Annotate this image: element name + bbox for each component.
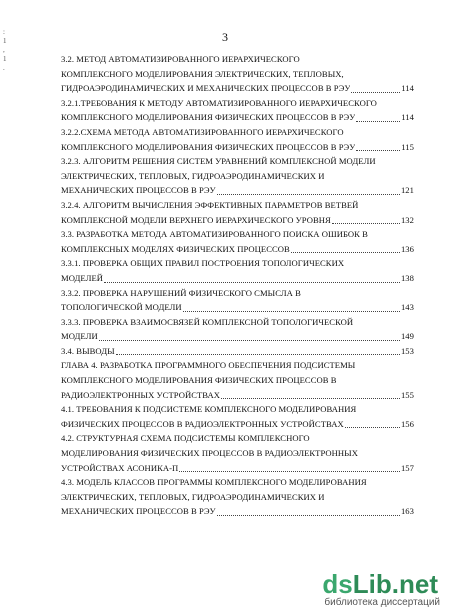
toc-line [61, 388, 414, 403]
toc-line [61, 358, 414, 373]
toc-leader-dots [356, 150, 400, 151]
toc-line-text: МОДЕЛИРОВАНИЯ ФИЗИЧЕСКИХ ПРОЦЕССОВ В РАДИОЭЛЕКТРОННЫХ [61, 448, 358, 459]
toc-line [61, 271, 414, 286]
toc-line [61, 125, 414, 140]
toc-entry [61, 358, 414, 402]
toc-leader-dots [356, 121, 400, 122]
toc-line-text: КОМПЛЕКСНОГО МОДЕЛИРОВАНИЯ ФИЗИЧЕСКИХ ПРОЦЕССОВ В [61, 375, 337, 386]
toc-line-text: ТОПОЛОГИЧЕСКОЙ МОДЕЛИ [61, 302, 182, 313]
toc-line [61, 110, 414, 125]
toc-page-number: 115 [401, 141, 414, 152]
toc-leader-dots [179, 471, 400, 472]
toc-line [61, 52, 414, 67]
toc-line [61, 242, 414, 257]
toc-line-text: МЕХАНИЧЕСКИХ ПРОЦЕССОВ В РЭУ [61, 506, 216, 517]
toc-page-number: 132 [400, 214, 414, 225]
toc-line [61, 227, 414, 242]
toc-page-number: 149 [400, 331, 414, 342]
toc-line [61, 300, 414, 315]
toc-line [61, 256, 414, 271]
toc-line [61, 154, 414, 169]
toc-entry [61, 125, 414, 154]
toc-entry [61, 431, 414, 475]
toc-line-text: УСТРОЙСТВАХ АСОНИКА-П [61, 462, 179, 473]
toc-leader-dots [291, 252, 400, 253]
toc-line [61, 183, 414, 198]
watermark-logo-ds: ds [322, 569, 353, 599]
watermark-logo-rest: Lib.net [352, 569, 438, 599]
margin-mark: 1 [3, 37, 7, 45]
toc-line-text: РАДИОЭЛЕКТРОННЫХ УСТРОЙСТВАХ [61, 389, 221, 400]
toc-entry [61, 198, 414, 227]
toc-line [61, 67, 414, 82]
toc-page-number: 136 [400, 243, 414, 254]
toc-line-text: МОДЕЛЕЙ [61, 272, 104, 283]
toc-page-number: 121 [400, 185, 414, 196]
toc-leader-dots [345, 427, 400, 428]
watermark-subtitle: библиотека диссертаций [324, 597, 440, 608]
toc-line-text: ГИДРОАЭРОДИНАМИЧЕСКИХ И МЕХАНИЧЕСКИХ ПРОЦЕССОВ В РЭУ [61, 83, 351, 94]
toc-line-text: 3.2.4. АЛГОРИТМ ВЫЧИСЛЕНИЯ ЭФФЕКТИВНЫХ ПАРАМЕТРОВ ВЕТВЕЙ [61, 199, 359, 210]
toc-line-text: КОМПЛЕКСНЫХ МОДЕЛЯХ ФИЗИЧЕСКИХ ПРОЦЕССОВ [61, 243, 290, 254]
toc-leader-dots [104, 282, 400, 283]
toc-page-number: 153 [400, 345, 414, 356]
toc-line-text: 3.3.1. ПРОВЕРКА ОБЩИХ ПРАВИЛ ПОСТРОЕНИЯ ТОПОЛОГИЧЕСКИХ [61, 258, 345, 269]
toc-page-number: 157 [400, 462, 414, 473]
toc-leader-dots [351, 92, 400, 93]
toc-line [61, 373, 414, 388]
watermark[interactable] [322, 571, 440, 608]
toc-line-text: КОМПЛЕКСНОГО МОДЕЛИРОВАНИЯ ЭЛЕКТРИЧЕСКИХ, ТЕПЛОВЫХ, [61, 68, 344, 79]
toc-page-number: 114 [401, 83, 414, 94]
toc-page-number: 138 [400, 272, 414, 283]
toc-line-text: МЕХАНИЧЕСКИХ ПРОЦЕССОВ В РЭУ [61, 185, 216, 196]
toc-line-text: 3.3. РАЗРАБОТКА МЕТОДА АВТОМАТИЗИРОВАННОГО ПОИСКА ОШИБОК В [61, 229, 368, 240]
toc-line-text: 3.3.2. ПРОВЕРКА НАРУШЕНИЙ ФИЗИЧЕСКОГО СМЫСЛА В [61, 287, 301, 298]
toc-line-text: 3.4. ВЫВОДЫ [61, 345, 115, 356]
toc-leader-dots [183, 311, 400, 312]
toc-line [61, 344, 414, 359]
toc-line [61, 504, 414, 519]
toc-line-text: МОДЕЛИ [61, 331, 98, 342]
toc-line [61, 461, 414, 476]
toc-line-text: ЭЛЕКТРИЧЕСКИХ, ТЕПЛОВЫХ, ГИДРОАЭРОДИНАМИЧЕСКИХ И [61, 170, 325, 181]
margin-mark: 1 [3, 55, 7, 63]
page-number: 3 [222, 30, 228, 44]
toc-line [61, 198, 414, 213]
watermark-logo[interactable] [322, 571, 440, 597]
toc-line [61, 81, 414, 96]
toc-line-text: КОМПЛЕКСНОГО МОДЕЛИРОВАНИЯ ФИЗИЧЕСКИХ ПРОЦЕССОВ В РЭУ [61, 112, 356, 123]
toc-line-text: 3.2.1.ТРЕБОВАНИЯ К МЕТОДУ АВТОМАТИЗИРОВАННОГО ИЕРАРХИЧЕСКОГО [61, 97, 377, 108]
toc-line [61, 169, 414, 184]
toc-entry [61, 227, 414, 256]
toc-line [61, 446, 414, 461]
toc-line [61, 329, 414, 344]
toc-entry [61, 52, 414, 96]
toc-entry [61, 402, 414, 431]
toc-line [61, 96, 414, 111]
toc-line [61, 490, 414, 505]
toc-line [61, 417, 414, 432]
margin-mark: : [3, 28, 5, 36]
toc-entry [61, 154, 414, 198]
toc-line-text: КОМПЛЕКСНОГО МОДЕЛИРОВАНИЯ ФИЗИЧЕСКИХ ПРОЦЕССОВ В РЭУ [61, 141, 356, 152]
toc-line [61, 213, 414, 228]
toc-line-text: 3.3.3. ПРОВЕРКА ВЗАИМОСВЯЗЕЙ КОМПЛЕКСНОЙ ТОПОЛОГИЧЕСКОЙ [61, 316, 354, 327]
toc-line-text: 3.2. МЕТОД АВТОМАТИЗИРОВАННОГО ИЕРАРХИЧЕСКОГО [61, 54, 300, 64]
toc-leader-dots [217, 194, 400, 195]
toc-page-number: 155 [400, 389, 414, 400]
toc-entry [61, 315, 414, 344]
margin-marks [3, 28, 11, 73]
margin-mark: , [3, 46, 5, 54]
toc-line-text: 4.3. МОДЕЛЬ КЛАССОВ ПРОГРАММЫ КОМПЛЕКСНОГО МОДЕЛИРОВАНИЯ [61, 477, 367, 488]
toc-entry [61, 286, 414, 315]
toc-entry [61, 344, 414, 359]
toc-page-number: 114 [401, 112, 414, 123]
toc-entry [61, 96, 414, 125]
table-of-contents [61, 52, 414, 519]
toc-line [61, 286, 414, 301]
toc-line [61, 475, 414, 490]
toc-line [61, 140, 414, 155]
toc-line-text: ЭЛЕКТРИЧЕСКИХ, ТЕПЛОВЫХ, ГИДРОАЭРОДИНАМИЧЕСКИХ И [61, 491, 325, 502]
toc-line [61, 431, 414, 446]
toc-line-text: ГЛАВА 4. РАЗРАБОТКА ПРОГРАММНОГО ОБЕСПЕЧЕНИЯ ПОДСИСТЕМЫ [61, 360, 356, 371]
toc-entry [61, 256, 414, 285]
toc-page-number: 163 [400, 506, 414, 517]
toc-line-text: 4.2. СТРУКТУРНАЯ СХЕМА ПОДСИСТЕМЫ КОМПЛЕКСНОГО [61, 433, 310, 444]
toc-line-text: ФИЗИЧЕСКИХ ПРОЦЕССОВ В РАДИОЭЛЕКТРОННЫХ УСТРОЙСТВАХ [61, 418, 344, 429]
toc-line [61, 402, 414, 417]
toc-entry [61, 475, 414, 519]
margin-mark: . [3, 64, 5, 72]
toc-line [61, 315, 414, 330]
toc-leader-dots [221, 398, 400, 399]
toc-page-number: 143 [400, 302, 414, 313]
toc-line-text: 3.2.2.СХЕМА МЕТОДА АВТОМАТИЗИРОВАННОГО ИЕРАРХИЧЕСКОГО [61, 126, 344, 137]
toc-leader-dots [116, 354, 400, 355]
toc-line-text: 4.1. ТРЕБОВАНИЯ К ПОДСИСТЕМЕ КОМПЛЕКСНОГО МОДЕЛИРОВАНИЯ [61, 404, 357, 415]
toc-page-number: 156 [400, 418, 414, 429]
toc-leader-dots [99, 340, 400, 341]
toc-leader-dots [332, 223, 400, 224]
toc-line-text: КОМПЛЕКСНОЙ МОДЕЛИ ВЕРХНЕГО ИЕРАРХИЧЕСКОГО УРОВНЯ [61, 214, 331, 225]
toc-line-text: 3.2.3. АЛГОРИТМ РЕШЕНИЯ СИСТЕМ УРАВНЕНИЙ КОМПЛЕКСНОЙ МОДЕЛИ [61, 156, 376, 167]
toc-leader-dots [217, 515, 400, 516]
